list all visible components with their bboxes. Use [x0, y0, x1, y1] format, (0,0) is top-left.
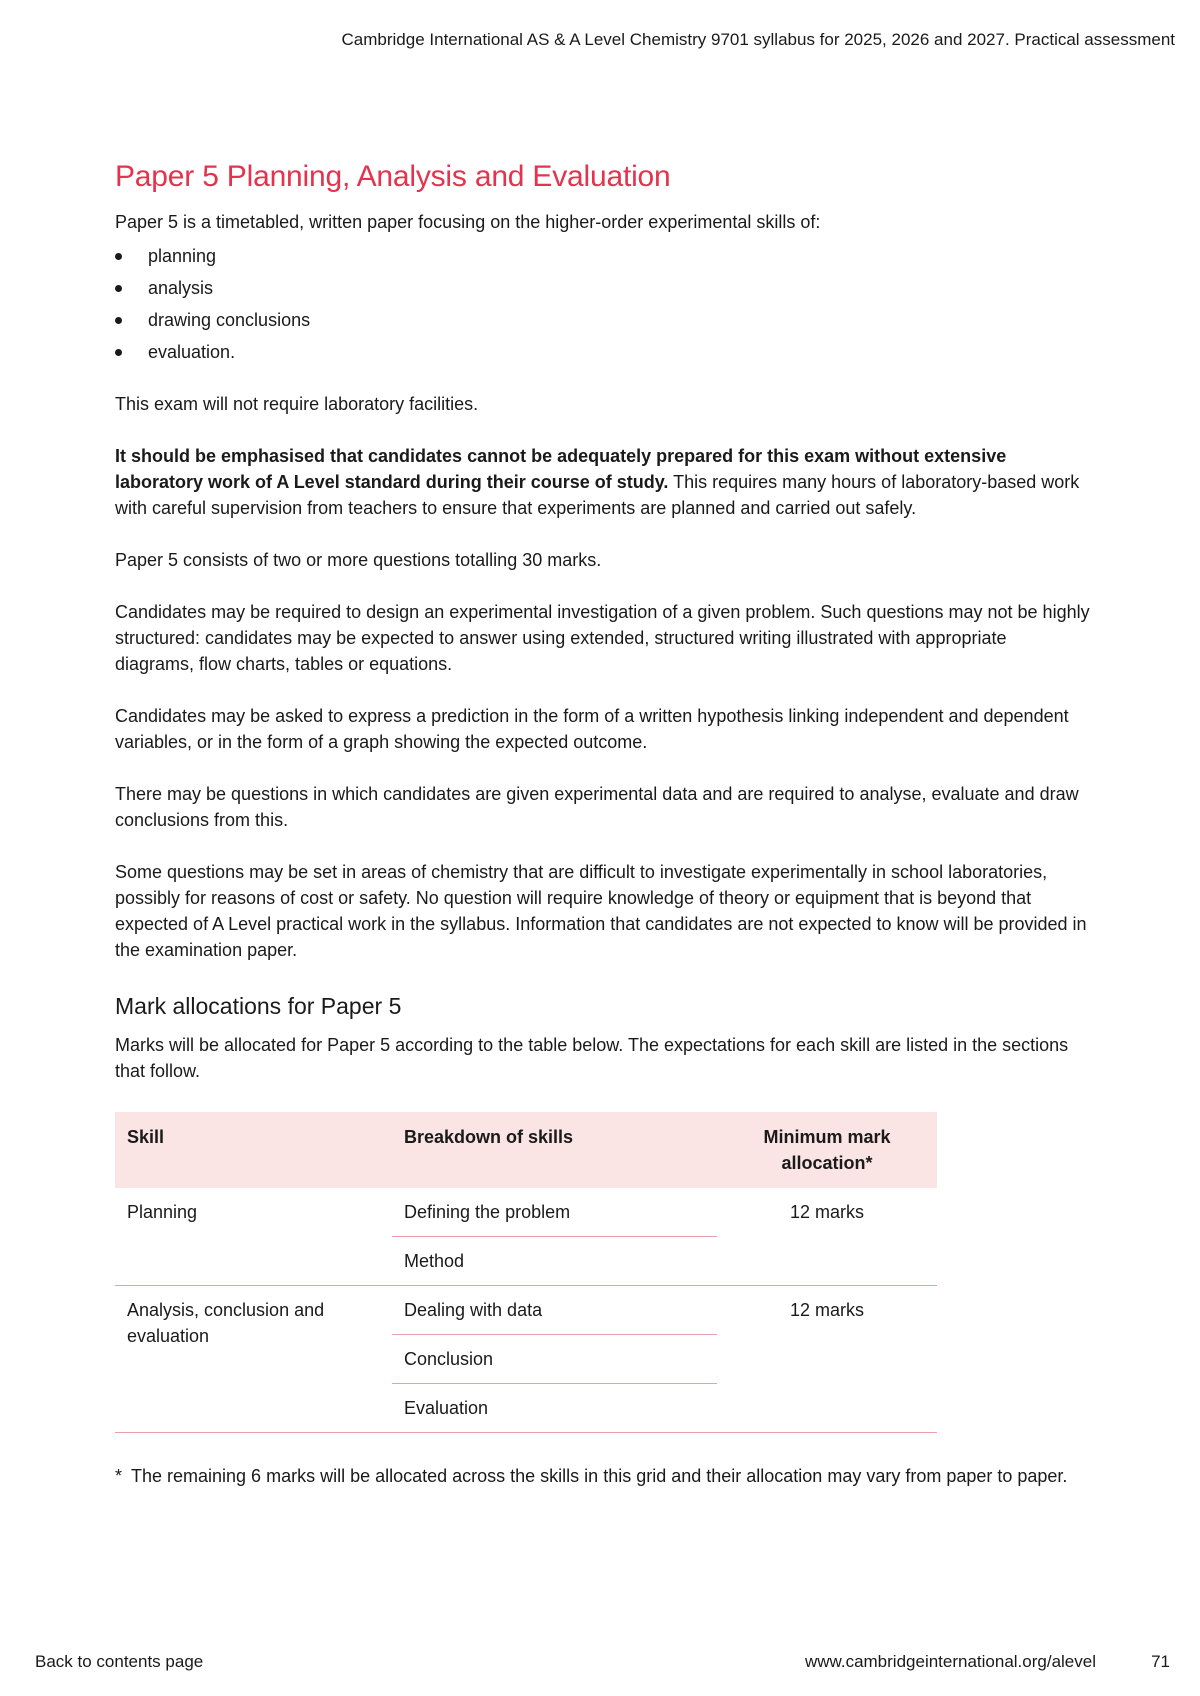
marks-cell: 12 marks — [717, 1188, 937, 1286]
bullet-icon — [115, 285, 122, 292]
list-item: planning — [115, 243, 1090, 275]
data-questions-paragraph: There may be questions in which candidates are given experimental data and are required to analyse, evaluate and draw conclusions from this. — [115, 784, 1079, 830]
breakdown-cell: Method — [392, 1237, 717, 1286]
website-link[interactable]: www.cambridgeinternational.org/alevel — [804, 1652, 1096, 1671]
breakdown-cell: Defining the problem — [392, 1188, 717, 1237]
breakdown-cell: Evaluation — [392, 1384, 717, 1433]
breakdown-cell: Dealing with data — [392, 1286, 717, 1335]
bullet-icon — [115, 317, 122, 324]
emphasis-paragraph — [115, 443, 1090, 521]
footnote-marker: * — [115, 1466, 123, 1486]
table-row — [115, 1188, 937, 1237]
prediction-paragraph: Candidates may be asked to express a prediction in the form of a written hypothesis linking independent and dependent variables, or in the form of a graph showing the expected outcome. — [115, 706, 1069, 752]
marks-cell: 12 marks — [717, 1286, 937, 1433]
marks-heading: Mark allocations for Paper 5 — [115, 993, 402, 1019]
back-to-contents-link[interactable]: Back to contents page — [35, 1652, 204, 1671]
table-footnote — [115, 1463, 1090, 1489]
design-paragraph: Candidates may be required to design an experimental investigation of a given problem. Such questions may not be highly structured: candidates may be expected to answer using extended, structured writing illustrated with appropriate diagrams, flow charts, tables or equations. — [115, 602, 1090, 674]
list-item: evaluation. — [115, 339, 1090, 371]
bullet-icon — [115, 253, 122, 260]
mark-allocation-table — [115, 1112, 937, 1433]
table-header-row — [115, 1112, 937, 1188]
footnote-text: The remaining 6 marks will be allocated across the skills in this grid and their allocation may vary from paper to paper. — [131, 1466, 1068, 1486]
list-item: drawing conclusions — [115, 307, 1090, 339]
header-min-marks: Minimum mark allocation* — [717, 1112, 937, 1188]
no-lab-paragraph: This exam will not require laboratory facilities. — [115, 394, 479, 414]
table-row — [115, 1286, 937, 1335]
bullet-icon — [115, 349, 122, 356]
main-content — [115, 160, 1090, 1489]
intro-paragraph: Paper 5 is a timetabled, written paper focusing on the higher-order experimental skills of: — [115, 212, 821, 232]
page-number: 71 — [1151, 1652, 1170, 1671]
skill-cell: Planning — [115, 1188, 392, 1286]
emphasis-bold-text: It should be emphasised that candidates cannot be adequately prepared for this exam without extensive laboratory work of A Level standard during their course of study. — [115, 446, 1007, 492]
header-breakdown: Breakdown of skills — [392, 1112, 717, 1188]
breakdown-cell: Conclusion — [392, 1335, 717, 1384]
running-header: Cambridge International AS & A Level Chemistry 9701 syllabus for 2025, 2026 and 2027. Practical assessment — [341, 30, 1175, 49]
difficult-areas-paragraph: Some questions may be set in areas of chemistry that are difficult to investigate experimentally in school laboratories, possibly for reasons of cost or safety. No question will require knowledge of theory or equipment that is beyond that expected of A Level practical work in the syllabus. Information that candidates are not expected to know will be provided in the examination paper. — [115, 862, 1087, 960]
marks-intro-paragraph: Marks will be allocated for Paper 5 according to the table below. The expectations for each skill are listed in the sections that follow. — [115, 1035, 1069, 1081]
skill-cell: Analysis, conclusion and evaluation — [115, 1286, 392, 1433]
page-title: Paper 5 Planning, Analysis and Evaluation — [115, 160, 671, 193]
skills-list — [115, 243, 1090, 371]
header-skill: Skill — [115, 1112, 392, 1188]
list-item: analysis — [115, 275, 1090, 307]
emphasis-rest-text: This requires many hours of laboratory-based work with careful supervision from teachers to ensure that experiments are planned and carried out safely. — [115, 472, 1080, 518]
consists-paragraph: Paper 5 consists of two or more questions totalling 30 marks. — [115, 550, 602, 570]
